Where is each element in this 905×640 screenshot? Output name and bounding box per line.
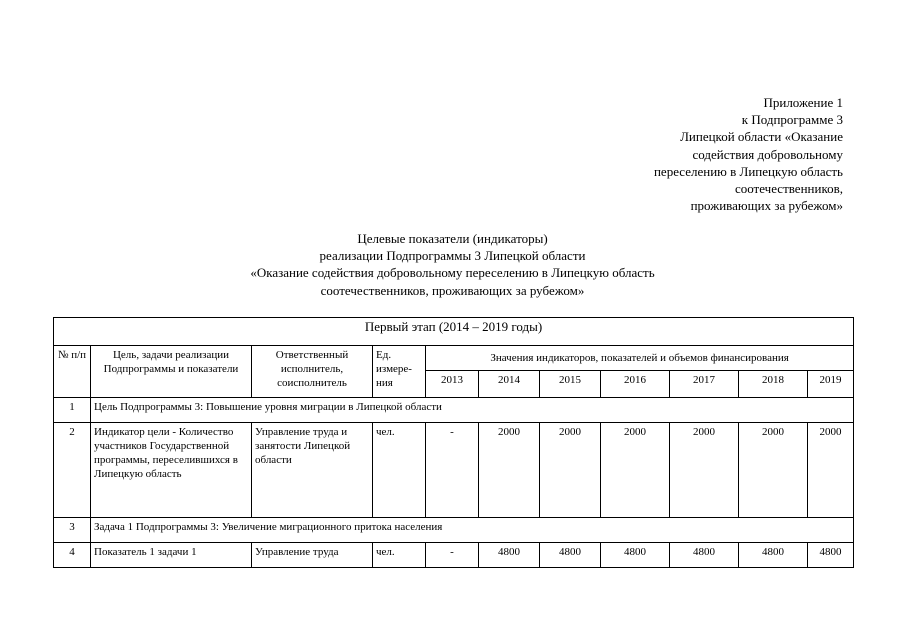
executor-text: Управление труда и занятости Липецкой области (252, 423, 373, 518)
row-num: 2 (54, 423, 91, 518)
table-row (54, 543, 854, 568)
value-cell: 4800 (670, 543, 739, 568)
header-goal: Цель, задачи реализации Подпрограммы и показатели (91, 346, 252, 398)
indicators-table (53, 317, 854, 568)
header-num: № п/п (54, 346, 91, 398)
indicator-text: Индикатор цели - Количество участников Государственной программы, переселившихся в Липецкую область (91, 423, 252, 518)
stage-cell: Первый этап (2014 – 2019 годы) (54, 318, 854, 346)
value-cell: 2000 (540, 423, 601, 518)
appendix-line: Приложение 1 (763, 95, 843, 110)
value-cell: 4800 (808, 543, 854, 568)
year-cell: 2016 (601, 371, 670, 398)
goal-text: Цель Подпрограммы 3: Повышение уровня миграции в Липецкой области (91, 398, 854, 423)
header-unit: Ед. измере-ния (373, 346, 426, 398)
appendix-block (654, 94, 843, 214)
year-cell: 2015 (540, 371, 601, 398)
table-row (54, 518, 854, 543)
value-cell: 2000 (670, 423, 739, 518)
title-line: Целевые показатели (индикаторы) (357, 231, 548, 246)
table-row (54, 423, 854, 518)
value-cell: 4800 (739, 543, 808, 568)
row-num: 3 (54, 518, 91, 543)
task-text: Задача 1 Подпрограммы 3: Увеличение миграционного притока населения (91, 518, 854, 543)
value-cell: 4800 (601, 543, 670, 568)
year-cell: 2018 (739, 371, 808, 398)
table-row (54, 398, 854, 423)
row-num: 4 (54, 543, 91, 568)
stage-row (54, 318, 854, 346)
value-cell: 2000 (479, 423, 540, 518)
value-cell: 4800 (479, 543, 540, 568)
executor-text: Управление труда (252, 543, 373, 568)
appendix-line: переселению в Липецкую область (653, 163, 843, 179)
header-executor: Ответственный исполнитель, соисполнитель (252, 346, 373, 398)
title-line: соотечественников, проживающих за рубежом» (320, 282, 585, 298)
value-cell: 2000 (808, 423, 854, 518)
appendix-line: проживающих за рубежом» (690, 198, 843, 214)
value-cell: - (426, 423, 479, 518)
value-cell: - (426, 543, 479, 568)
appendix-line: соотечественников, (734, 181, 843, 197)
row-num: 1 (54, 398, 91, 423)
indicator-text: Показатель 1 задачи 1 (91, 543, 252, 568)
value-cell: 2000 (739, 423, 808, 518)
header-row (54, 346, 854, 371)
year-cell: 2013 (426, 371, 479, 398)
year-cell: 2019 (808, 371, 854, 398)
appendix-line: Липецкой области «Оказание (680, 129, 843, 145)
appendix-line: к Подпрограмме 3 (741, 112, 843, 128)
title-line: «Оказание содействия добровольному переселению в Липецкую область (250, 265, 655, 281)
document-title (0, 230, 905, 299)
unit-text: чел. (373, 543, 426, 568)
appendix-line: содействия добровольному (692, 146, 843, 162)
value-cell: 4800 (540, 543, 601, 568)
unit-text: чел. (373, 423, 426, 518)
title-line: реализации Подпрограммы 3 Липецкой области (319, 248, 586, 264)
value-cell: 2000 (601, 423, 670, 518)
header-values: Значения индикаторов, показателей и объемов финансирования (426, 346, 854, 371)
year-cell: 2017 (670, 371, 739, 398)
year-cell: 2014 (479, 371, 540, 398)
